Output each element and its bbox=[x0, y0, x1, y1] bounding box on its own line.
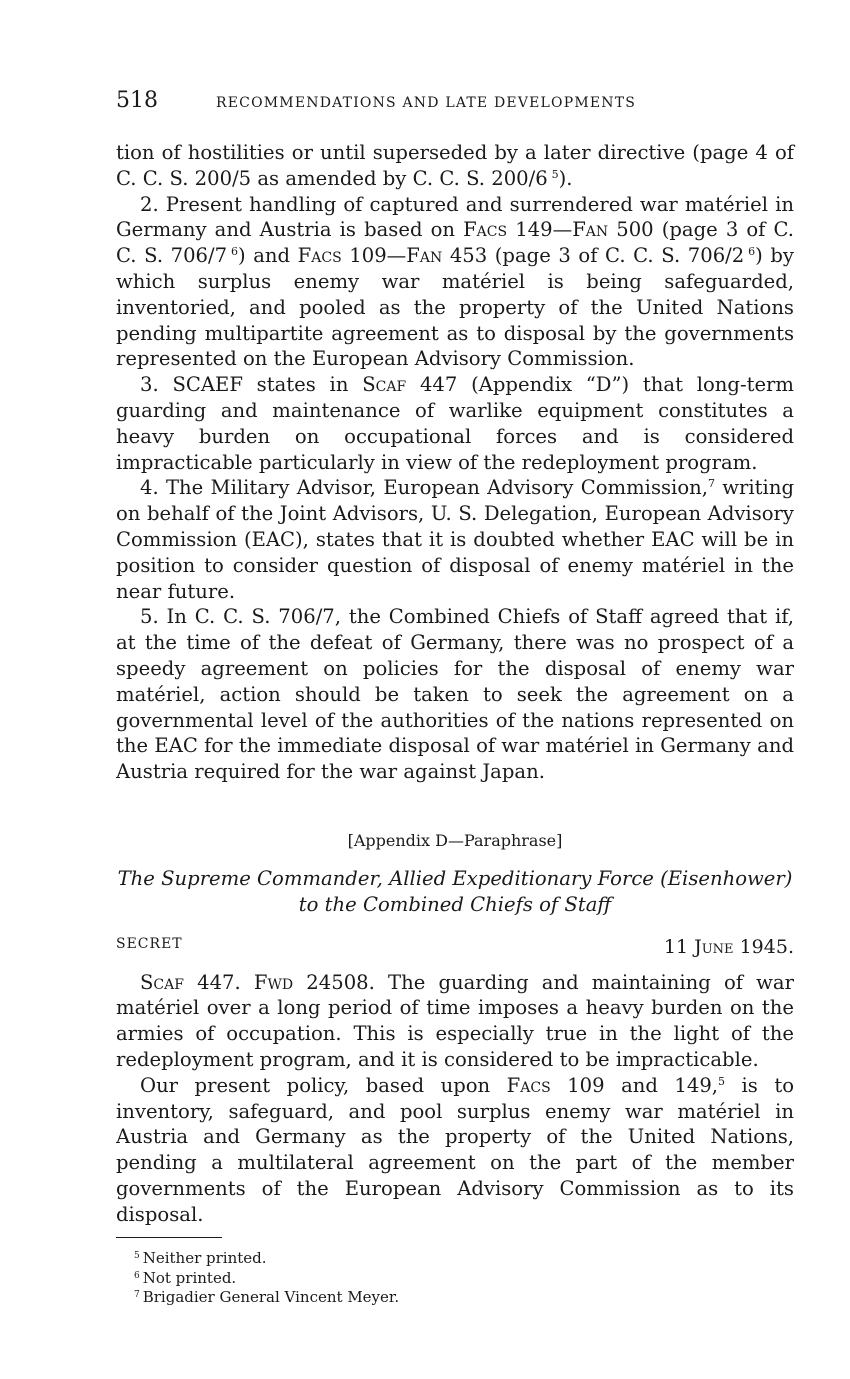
memo-body bbox=[116, 140, 794, 785]
paragraph-3-text-a: 3. SCAEF states in bbox=[140, 373, 349, 397]
facs-label: Facs bbox=[463, 218, 508, 242]
fan-label: Fan bbox=[406, 244, 443, 268]
running-header bbox=[116, 88, 794, 118]
document-title-line-1: The Supreme Commander, Allied Expeditionary Force (Eisenhower) bbox=[117, 866, 793, 890]
telegram-paragraph-2-text-c: is to inventory, safeguard, and pool surplus enemy war matériel in Austria and Germany as the property of the United Nations, pending a multilateral agreement on the part of the member governments of the European Advisory Commission as to its disposal. bbox=[116, 1073, 795, 1226]
facs-label: Facs bbox=[297, 244, 342, 268]
page-number: 518 bbox=[116, 88, 158, 113]
footnote-item bbox=[116, 1248, 794, 1268]
footnotes bbox=[116, 1248, 794, 1307]
telegram-paragraph-1-text-b: 24508. The guarding and maintaining of war matériel over a long period of time imposes a heavy burden on the armies of occupation. This is especially true in the light of the redeployment program, and it is considered to be impracticable. bbox=[116, 970, 794, 1071]
paragraph-3 bbox=[116, 372, 794, 475]
telegram-body bbox=[116, 970, 794, 1228]
footnote-text: Neither printed. bbox=[142, 1249, 267, 1268]
telegram-paragraph-1 bbox=[116, 970, 794, 1073]
telegram-paragraph-1-text-a: 447. bbox=[197, 970, 241, 994]
document-title bbox=[116, 866, 794, 918]
paragraph-2-text-f: 453 (page 3 of C. C. S. 706/2 bbox=[449, 244, 745, 268]
paragraph-4 bbox=[116, 475, 794, 604]
facs-label: Facs bbox=[506, 1073, 551, 1097]
footnote-ref: 6 bbox=[748, 245, 756, 259]
classification-label: SECRET bbox=[116, 935, 183, 952]
appendix-heading: [Appendix D—Paraphrase] bbox=[347, 830, 563, 850]
footnote-mark: 7 bbox=[134, 1290, 140, 1301]
paragraph-2-text-a: 2. Present handling of captured and surrendered war matériel in Germany and Austria is based on bbox=[116, 192, 794, 242]
footnote-mark: 5 bbox=[134, 1251, 140, 1262]
scaf-label: Scaf bbox=[362, 373, 407, 397]
fwd-label: Fwd bbox=[253, 970, 294, 994]
footnote-item bbox=[116, 1268, 794, 1288]
paragraph-5: 5. In C. C. S. 706/7, the Combined Chiefs of Staff agreed that if, at the time of the defeat of Germany, there was no prospect of a speedy agreement on policies for the disposal of enemy war matériel, action should be taken to seek the agreement on a governmental level of the authorities of the nations represented on the EAC for the immediate disposal of war matériel in Germany and Austria required for the war against Japan. bbox=[116, 605, 794, 784]
paragraph-2-text-e: 109— bbox=[349, 244, 407, 268]
footnote-ref: 6 bbox=[231, 245, 239, 259]
document-page bbox=[116, 88, 794, 1307]
paragraph-2-text-d: ) and bbox=[238, 244, 291, 268]
telegram-paragraph-2-text-b: 109 and 149, bbox=[567, 1073, 719, 1097]
scaf-label: Scaf bbox=[140, 970, 184, 994]
fan-label: Fan bbox=[572, 218, 609, 242]
paragraph-1 bbox=[116, 140, 794, 192]
footnote-divider bbox=[116, 1237, 222, 1238]
date-year: 1945. bbox=[739, 935, 794, 958]
footnote-ref: 5 bbox=[551, 167, 559, 181]
footnote-ref: 7 bbox=[707, 477, 715, 491]
paragraph-3-text-b: 447 (Appendix “D”) that long-term guarding and maintenance of warlike equipment constitutes a heavy burden on occupational forces and is considered impracticable particularly in view of the redeployment program. bbox=[116, 373, 794, 474]
footnote-text: Not printed. bbox=[142, 1268, 237, 1287]
paragraph-4-text-b: writing on behalf of the Joint Advisors, U. S. Delegation, European Advisory Commission (EAC), states that it is doubted whether EAC will be in position to consider question of disposal of enemy matériel in the near future. bbox=[116, 476, 794, 603]
paragraph-2 bbox=[116, 192, 794, 373]
footnote-item bbox=[116, 1287, 794, 1307]
telegram-paragraph-2-text-a: Our present policy, based upon bbox=[140, 1073, 491, 1097]
dateline bbox=[116, 936, 794, 958]
footnote-text: Brigadier General Vincent Meyer. bbox=[142, 1288, 400, 1307]
date-day: 11 bbox=[663, 935, 689, 958]
paragraph-4-text-a: 4. The Military Advisor, European Advisory Commission, bbox=[140, 476, 708, 500]
paragraph-1-end: ). bbox=[558, 166, 573, 190]
paragraph-2-text-b: 149— bbox=[515, 218, 573, 242]
paragraph-2-text-c: 500 (page 3 of C. C. S. 706/7 bbox=[116, 218, 795, 268]
date bbox=[664, 936, 794, 958]
date-month: June bbox=[694, 935, 734, 958]
paragraph-2-text-g: ) by which surplus enemy war matériel is being safeguarded, inventoried, and pooled as the property of the United Nations pending multipartite agreement as to disposal by the governments represented on the European Advisory Commission. bbox=[116, 244, 794, 371]
footnote-mark: 6 bbox=[134, 1270, 140, 1281]
running-title: RECOMMENDATIONS AND LATE DEVELOPMENTS bbox=[216, 95, 637, 111]
paragraph-1-text: tion of hostilities or until superseded by a later directive (page 4 of C. C. S. 200/5 as amended by C. C. S. 200/6 bbox=[116, 141, 794, 190]
telegram-paragraph-2 bbox=[116, 1073, 794, 1228]
document-title-line-2: to the Combined Chiefs of Staff bbox=[298, 892, 612, 916]
footnote-ref: 5 bbox=[718, 1074, 726, 1088]
